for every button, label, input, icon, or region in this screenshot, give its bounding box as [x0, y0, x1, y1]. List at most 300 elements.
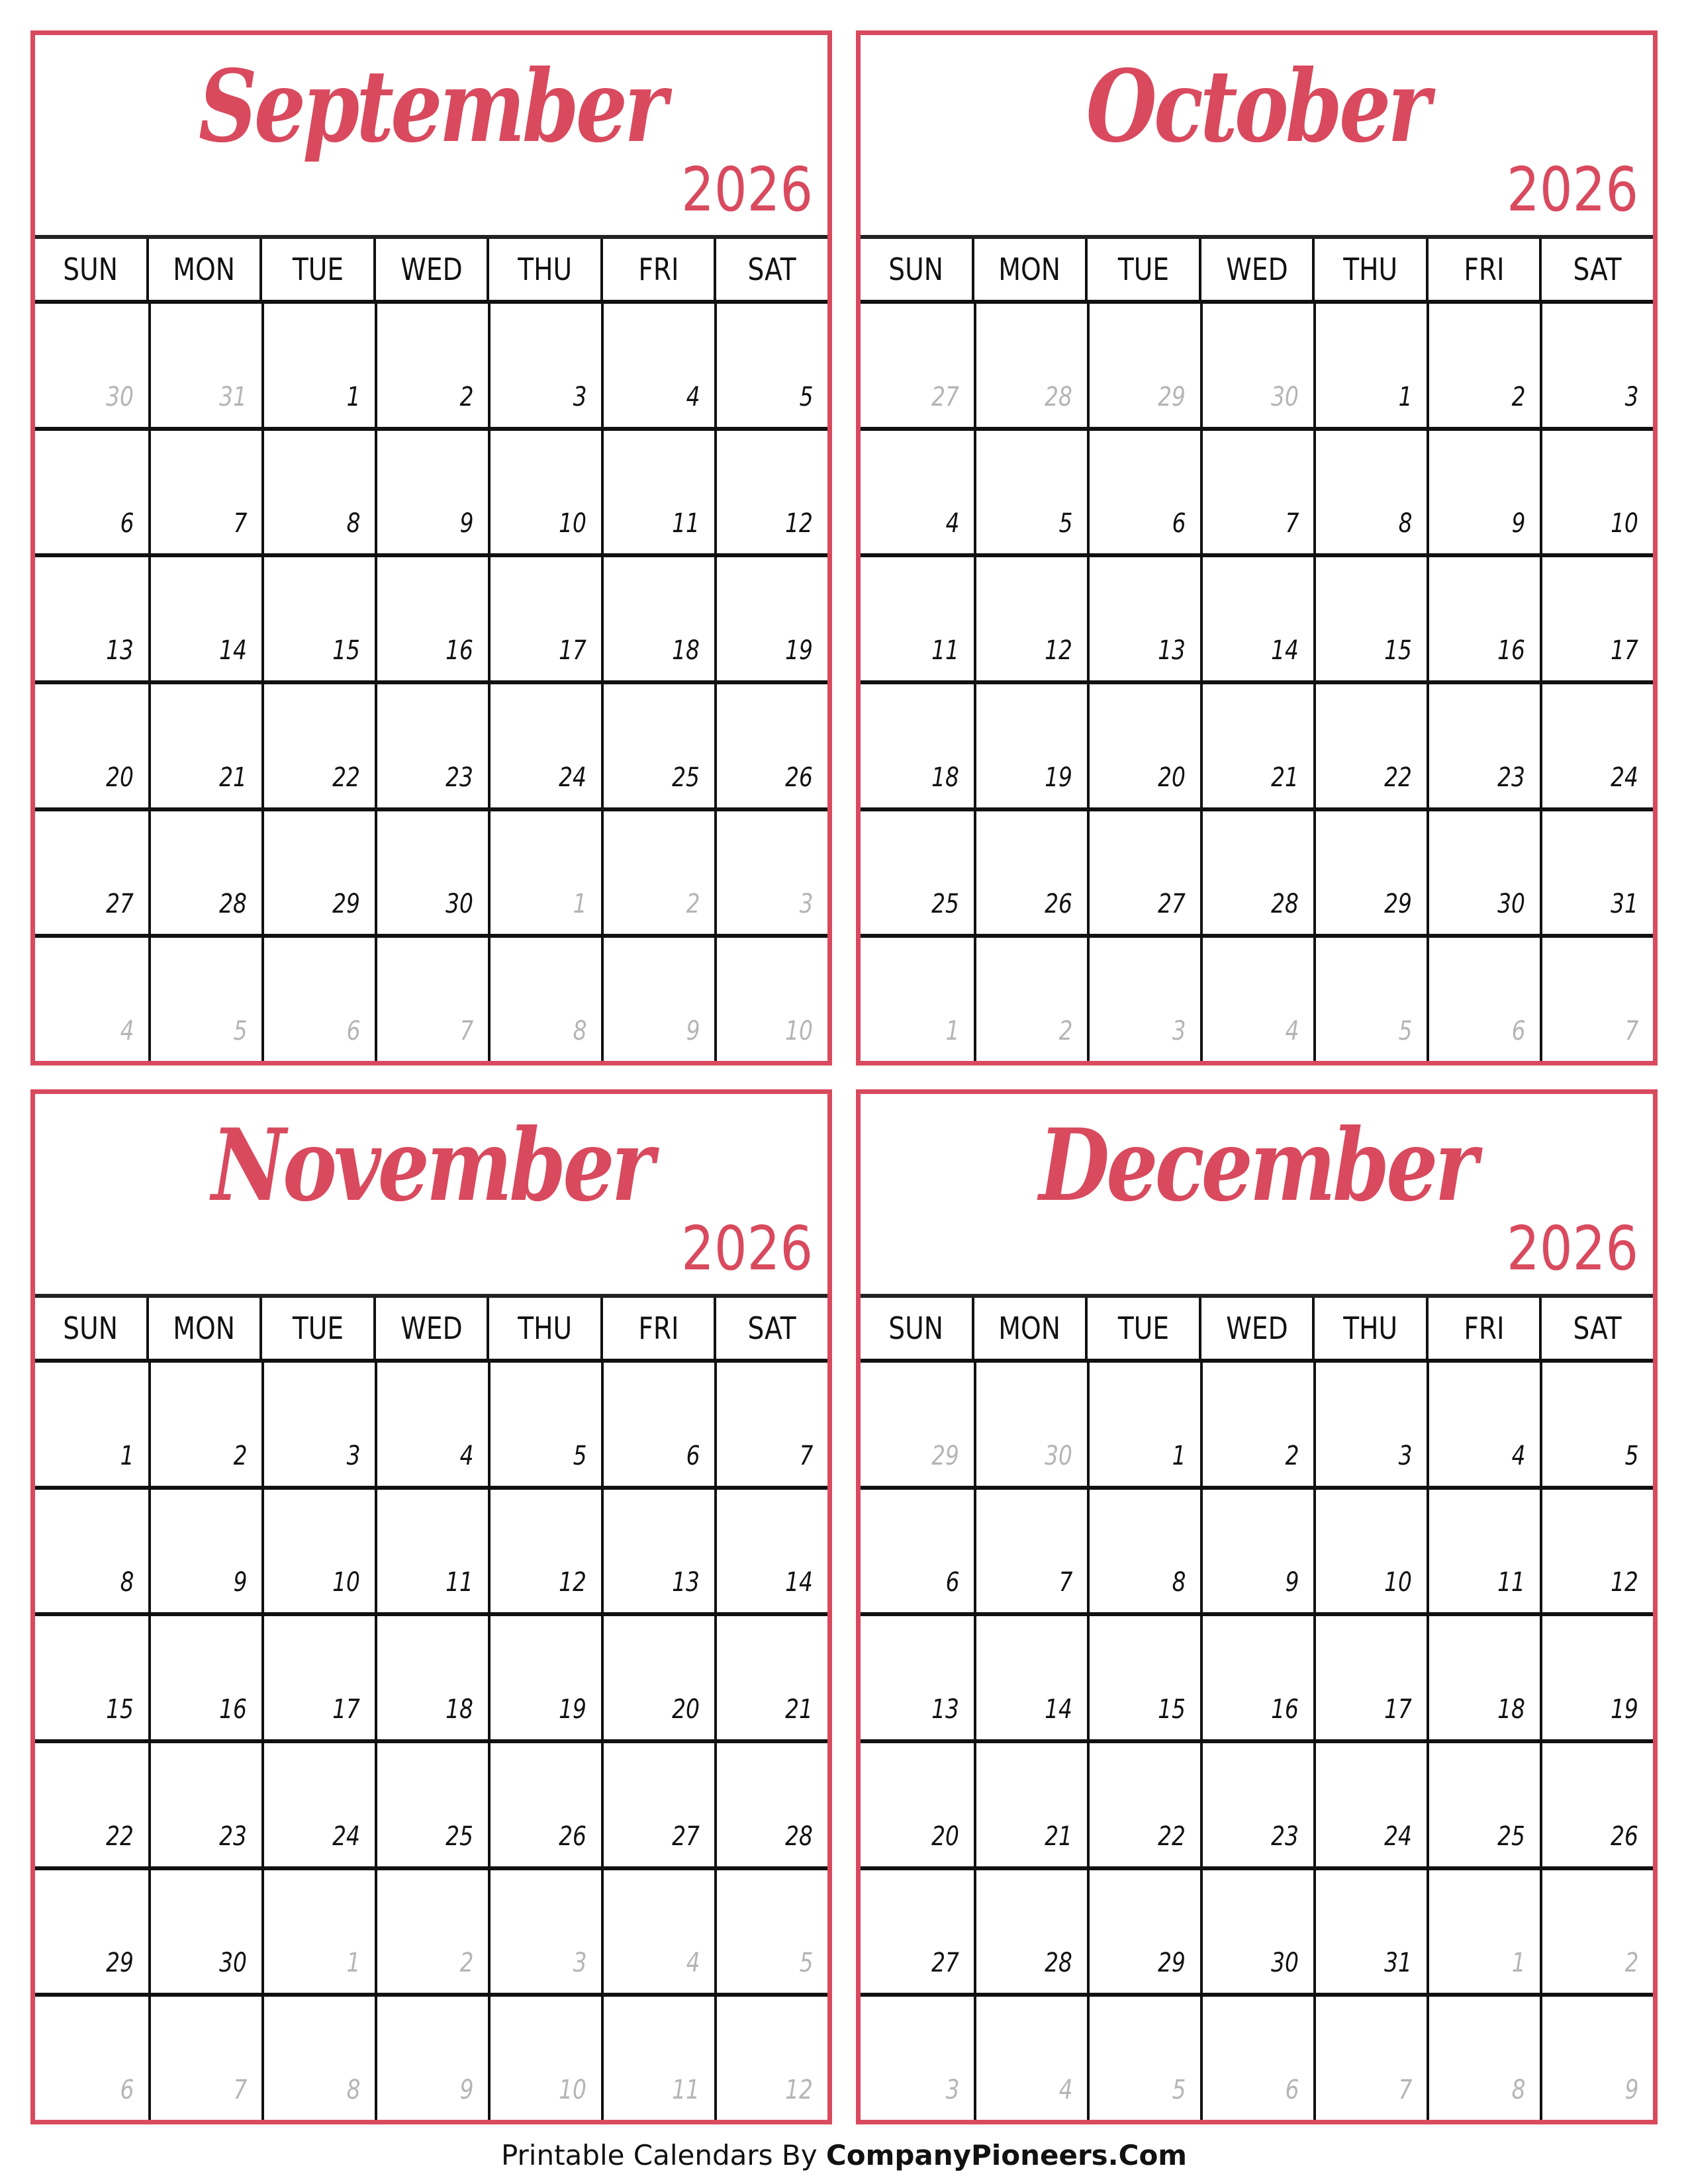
day-cell[interactable] [601, 1993, 714, 2120]
day-number: 2 [233, 1440, 247, 1471]
day-cell[interactable] [1087, 300, 1200, 427]
day-cell[interactable] [1087, 934, 1200, 1061]
day-number: 2 [1624, 1948, 1638, 1979]
day-number: 16 [445, 635, 473, 666]
day-number: 28 [219, 889, 247, 920]
day-number: 10 [785, 1016, 813, 1046]
day-number: 4 [1285, 1016, 1299, 1046]
day-cell[interactable] [714, 1359, 827, 1486]
day-number: 25 [445, 1821, 473, 1852]
weekday-thu: THU [1312, 1298, 1426, 1359]
day-number: 4 [945, 508, 959, 539]
day-number: 27 [672, 1821, 700, 1852]
day-cell[interactable] [375, 300, 488, 427]
day-cell[interactable] [1200, 934, 1313, 1061]
day-cell[interactable] [375, 1486, 488, 1613]
day-cell[interactable] [1087, 680, 1200, 807]
day-cell[interactable] [714, 1612, 827, 1739]
day-number: 6 [1172, 508, 1186, 539]
day-cell[interactable] [974, 300, 1087, 427]
day-cell[interactable] [1313, 300, 1427, 427]
day-cell[interactable] [1200, 1612, 1313, 1739]
day-cell[interactable] [861, 934, 974, 1061]
day-number: 12 [1045, 635, 1072, 666]
day-number: 23 [1271, 1821, 1299, 1852]
day-cell[interactable] [601, 807, 714, 934]
day-number: 6 [120, 508, 134, 539]
day-number: 8 [346, 2075, 360, 2105]
day-number: 6 [1511, 1016, 1525, 1046]
weekday-thu: THU [487, 239, 600, 300]
day-cell[interactable] [375, 1359, 488, 1486]
day-cell[interactable] [488, 1866, 601, 1993]
day-cell[interactable] [974, 1486, 1087, 1613]
day-number: 29 [106, 1948, 134, 1979]
day-number: 7 [1398, 2075, 1412, 2105]
month-panel-september [30, 30, 832, 1066]
day-cell[interactable] [601, 1739, 714, 1866]
day-cell[interactable] [375, 1739, 488, 1866]
day-cell[interactable] [1427, 300, 1540, 427]
day-number: 1 [346, 1948, 360, 1979]
day-number: 18 [1497, 1694, 1525, 1725]
day-cell[interactable] [35, 1866, 148, 1993]
day-number: 8 [1172, 1567, 1186, 1598]
day-cell[interactable] [1087, 1359, 1200, 1486]
day-cell[interactable] [861, 680, 974, 807]
day-number: 8 [1398, 508, 1412, 539]
day-cell[interactable] [714, 1486, 827, 1613]
day-cell[interactable] [35, 807, 148, 934]
day-cell[interactable] [974, 680, 1087, 807]
day-cell[interactable] [1313, 553, 1427, 680]
day-cell[interactable] [861, 1359, 974, 1486]
day-number: 9 [459, 508, 473, 539]
day-cell[interactable] [35, 1612, 148, 1739]
day-cell[interactable] [375, 934, 488, 1061]
day-number: 29 [1384, 889, 1412, 920]
day-number: 16 [1497, 635, 1525, 666]
day-cell[interactable] [974, 1739, 1087, 1866]
day-cell[interactable] [1087, 1866, 1200, 1993]
day-cell[interactable] [861, 1739, 974, 1866]
day-cell[interactable] [1200, 1866, 1313, 1993]
day-cell[interactable] [714, 1866, 827, 1993]
day-number: 19 [1611, 1694, 1638, 1725]
day-number: 25 [931, 889, 959, 920]
day-grid [35, 300, 827, 1061]
day-cell[interactable] [148, 934, 261, 1061]
day-cell[interactable] [261, 1866, 375, 1993]
day-number: 3 [573, 1948, 586, 1979]
day-number: 21 [219, 762, 247, 793]
day-cell[interactable] [261, 807, 375, 934]
day-number: 26 [559, 1821, 586, 1852]
day-cell[interactable] [35, 553, 148, 680]
day-cell[interactable] [714, 807, 827, 934]
day-cell[interactable] [35, 934, 148, 1061]
day-number: 6 [120, 2075, 134, 2105]
day-cell[interactable] [1087, 427, 1200, 554]
day-cell[interactable] [1313, 934, 1427, 1061]
day-cell[interactable] [35, 1486, 148, 1613]
day-cell[interactable] [1313, 680, 1427, 807]
month-panel-december [856, 1089, 1658, 2124]
day-number: 29 [931, 1440, 959, 1471]
day-number: 11 [931, 635, 959, 666]
day-cell[interactable] [1540, 1866, 1653, 1993]
day-cell[interactable] [861, 1866, 974, 1993]
day-cell[interactable] [1313, 1359, 1427, 1486]
day-number: 28 [1045, 1948, 1072, 1979]
day-number: 27 [1158, 889, 1186, 920]
day-cell[interactable] [1313, 807, 1427, 934]
day-number: 26 [785, 762, 813, 793]
day-cell[interactable] [1200, 680, 1313, 807]
day-number: 1 [346, 381, 360, 412]
day-cell[interactable] [488, 553, 601, 680]
day-cell[interactable] [148, 1993, 261, 2120]
day-number: 4 [686, 1948, 700, 1979]
day-number: 17 [559, 635, 586, 666]
day-cell[interactable] [261, 427, 375, 554]
day-number: 11 [672, 2075, 700, 2105]
weekday-fri: FRI [1426, 239, 1540, 300]
day-cell[interactable] [1313, 427, 1427, 554]
weekday-header [35, 1294, 827, 1363]
day-cell[interactable] [1427, 807, 1540, 934]
day-cell[interactable] [1427, 1359, 1540, 1486]
day-cell[interactable] [261, 1739, 375, 1866]
day-cell[interactable] [974, 1359, 1087, 1486]
day-cell[interactable] [1427, 1486, 1540, 1613]
day-number: 22 [106, 1821, 134, 1852]
day-number: 29 [332, 889, 360, 920]
day-number: 7 [799, 1440, 813, 1471]
day-cell[interactable] [1540, 680, 1653, 807]
day-number: 13 [931, 1694, 959, 1725]
day-number: 17 [1611, 635, 1638, 666]
day-number: 20 [672, 1694, 700, 1725]
month-panel-october [856, 30, 1658, 1066]
day-number: 29 [1158, 1948, 1186, 1979]
weekday-wed: WED [1199, 1298, 1313, 1359]
day-number: 23 [1497, 762, 1525, 793]
day-cell[interactable] [861, 427, 974, 554]
day-cell[interactable] [1313, 1739, 1427, 1866]
day-cell[interactable] [375, 807, 488, 934]
weekday-sat: SAT [714, 239, 827, 300]
day-number: 22 [1158, 1821, 1186, 1852]
day-cell[interactable] [148, 1739, 261, 1866]
day-grid [861, 1359, 1653, 2120]
day-cell[interactable] [1200, 807, 1313, 934]
weekday-sun: SUN [888, 1310, 944, 1346]
day-number: 30 [1497, 889, 1525, 920]
day-number: 27 [931, 381, 959, 412]
day-cell[interactable] [148, 1486, 261, 1613]
day-cell[interactable] [261, 1993, 375, 2120]
day-number: 4 [1511, 1440, 1525, 1471]
day-cell[interactable] [35, 680, 148, 807]
day-cell[interactable] [601, 1359, 714, 1486]
day-cell[interactable] [1087, 1486, 1200, 1613]
day-cell[interactable] [1540, 1739, 1653, 1866]
day-number: 18 [931, 762, 959, 793]
day-cell[interactable] [1087, 1612, 1200, 1739]
day-cell[interactable] [148, 553, 261, 680]
day-cell[interactable] [1540, 427, 1653, 554]
day-cell[interactable] [861, 1486, 974, 1613]
day-cell[interactable] [601, 1612, 714, 1739]
day-number: 8 [120, 1567, 134, 1598]
day-number: 3 [1624, 381, 1638, 412]
day-cell[interactable] [974, 1866, 1087, 1993]
day-number: 1 [1398, 381, 1412, 412]
day-cell[interactable] [1540, 1359, 1653, 1486]
day-number: 22 [332, 762, 360, 793]
day-number: 1 [945, 1016, 959, 1046]
day-number: 30 [219, 1948, 247, 1979]
day-cell[interactable] [861, 1612, 974, 1739]
day-cell[interactable] [375, 1993, 488, 2120]
day-cell[interactable] [1087, 1993, 1200, 2120]
day-number: 12 [785, 2075, 813, 2105]
day-cell[interactable] [261, 1359, 375, 1486]
day-cell[interactable] [488, 1486, 601, 1613]
day-cell[interactable] [148, 1612, 261, 1739]
day-cell[interactable] [714, 553, 827, 680]
day-cell[interactable] [1427, 1739, 1540, 1866]
day-number: 30 [445, 889, 473, 920]
day-cell[interactable] [714, 1993, 827, 2120]
day-cell[interactable] [148, 807, 261, 934]
day-number: 5 [799, 381, 813, 412]
day-cell[interactable] [488, 807, 601, 934]
day-cell[interactable] [974, 553, 1087, 680]
weekday-tue: TUE [259, 239, 373, 300]
day-number: 28 [1271, 889, 1299, 920]
day-cell[interactable] [375, 553, 488, 680]
day-number: 26 [1045, 889, 1072, 920]
day-cell[interactable] [974, 934, 1087, 1061]
day-number: 11 [445, 1567, 473, 1598]
day-number: 29 [1158, 381, 1186, 412]
day-cell[interactable] [714, 934, 827, 1061]
day-cell[interactable] [148, 427, 261, 554]
day-number: 27 [106, 889, 134, 920]
day-cell[interactable] [1200, 1359, 1313, 1486]
day-cell[interactable] [148, 1866, 261, 1993]
month-panel-november [30, 1089, 832, 2124]
footer-credit [0, 2139, 1688, 2171]
day-number: 28 [785, 1821, 813, 1852]
footer-brand-link[interactable]: CompanyPioneers.Com [825, 2139, 1188, 2171]
day-number: 2 [1285, 1440, 1299, 1471]
day-cell[interactable] [148, 300, 261, 427]
day-cell[interactable] [1313, 1993, 1427, 2120]
day-number: 25 [672, 762, 700, 793]
day-number: 9 [459, 2075, 473, 2105]
day-number: 31 [1611, 889, 1638, 920]
day-cell[interactable] [974, 427, 1087, 554]
day-number: 12 [1611, 1567, 1638, 1598]
weekday-sun: SUN [63, 1310, 118, 1346]
day-cell[interactable] [601, 1866, 714, 1993]
day-cell[interactable] [375, 1612, 488, 1739]
day-cell[interactable] [35, 1359, 148, 1486]
day-cell[interactable] [1540, 300, 1653, 427]
day-cell[interactable] [1427, 1993, 1540, 2120]
day-cell[interactable] [1540, 807, 1653, 934]
day-number: 8 [1511, 2075, 1525, 2105]
day-number: 2 [1511, 381, 1525, 412]
day-cell[interactable] [35, 1739, 148, 1866]
weekday-sat: SAT [714, 1298, 827, 1359]
day-cell[interactable] [375, 427, 488, 554]
day-cell[interactable] [1540, 1486, 1653, 1613]
day-cell[interactable] [35, 300, 148, 427]
day-cell[interactable] [375, 1866, 488, 1993]
day-cell[interactable] [1427, 1866, 1540, 1993]
weekday-thu: THU [487, 1298, 600, 1359]
day-cell[interactable] [861, 553, 974, 680]
day-number: 12 [559, 1567, 586, 1598]
day-cell[interactable] [601, 934, 714, 1061]
day-cell[interactable] [1427, 934, 1540, 1061]
day-cell[interactable] [375, 680, 488, 807]
day-cell[interactable] [261, 553, 375, 680]
weekday-tue: TUE [1085, 1298, 1199, 1359]
day-cell[interactable] [488, 1993, 601, 2120]
day-cell[interactable] [714, 300, 827, 427]
day-number: 10 [332, 1567, 360, 1598]
day-cell[interactable] [974, 1612, 1087, 1739]
day-number: 30 [1271, 1948, 1299, 1979]
day-cell[interactable] [1200, 1993, 1313, 2120]
day-cell[interactable] [1427, 1612, 1540, 1739]
day-number: 6 [346, 1016, 360, 1046]
day-cell[interactable] [1313, 1866, 1427, 1993]
day-number: 21 [1045, 1821, 1072, 1852]
day-cell[interactable] [1200, 553, 1313, 680]
day-number: 14 [219, 635, 247, 666]
day-number: 10 [1611, 508, 1638, 539]
day-number: 24 [1384, 1821, 1412, 1852]
day-cell[interactable] [1200, 1739, 1313, 1866]
day-number: 15 [1384, 635, 1412, 666]
day-cell[interactable] [261, 934, 375, 1061]
day-cell[interactable] [261, 1612, 375, 1739]
day-cell[interactable] [1087, 553, 1200, 680]
day-number: 2 [686, 889, 700, 920]
day-cell[interactable] [488, 934, 601, 1061]
day-cell[interactable] [1087, 1739, 1200, 1866]
day-cell[interactable] [488, 1612, 601, 1739]
day-number: 16 [1271, 1694, 1299, 1725]
day-number: 20 [106, 762, 134, 793]
day-cell[interactable] [1200, 300, 1313, 427]
day-cell[interactable] [488, 680, 601, 807]
day-cell[interactable] [261, 680, 375, 807]
day-cell[interactable] [714, 1739, 827, 1866]
day-cell[interactable] [148, 1359, 261, 1486]
weekday-header [861, 235, 1653, 304]
day-number: 15 [332, 635, 360, 666]
day-number: 21 [1271, 762, 1299, 793]
day-cell[interactable] [1200, 1486, 1313, 1613]
day-number: 3 [1172, 1016, 1186, 1046]
day-cell[interactable] [974, 807, 1087, 934]
day-cell[interactable] [601, 680, 714, 807]
day-number: 19 [1045, 762, 1072, 793]
day-number: 4 [1058, 2075, 1072, 2105]
day-cell[interactable] [1540, 934, 1653, 1061]
day-cell[interactable] [261, 1486, 375, 1613]
day-cell[interactable] [601, 553, 714, 680]
day-cell[interactable] [1427, 553, 1540, 680]
day-cell[interactable] [714, 427, 827, 554]
day-cell[interactable] [261, 300, 375, 427]
year-label: 2026 [1506, 154, 1638, 225]
day-cell[interactable] [1540, 1612, 1653, 1739]
day-cell[interactable] [148, 680, 261, 807]
day-cell[interactable] [861, 300, 974, 427]
day-number: 23 [445, 762, 473, 793]
day-number: 3 [799, 889, 813, 920]
day-cell[interactable] [601, 300, 714, 427]
day-number: 3 [1398, 1440, 1412, 1471]
day-cell[interactable] [1200, 427, 1313, 554]
day-cell[interactable] [1540, 553, 1653, 680]
day-cell[interactable] [1313, 1612, 1427, 1739]
day-cell[interactable] [488, 427, 601, 554]
day-cell[interactable] [488, 300, 601, 427]
weekday-mon: MON [146, 1298, 260, 1359]
day-number: 9 [1624, 2075, 1638, 2105]
day-cell[interactable] [974, 1993, 1087, 2120]
day-number: 5 [1398, 1016, 1412, 1046]
day-cell[interactable] [488, 1739, 601, 1866]
day-cell[interactable] [35, 1993, 148, 2120]
day-number: 19 [785, 635, 813, 666]
day-cell[interactable] [861, 807, 974, 934]
year-label: 2026 [1506, 1213, 1638, 1284]
month-title: October [1086, 48, 1428, 165]
day-cell[interactable] [488, 1359, 601, 1486]
day-cell[interactable] [1540, 1993, 1653, 2120]
day-cell[interactable] [1427, 427, 1540, 554]
year-label: 2026 [680, 1213, 813, 1284]
day-number: 7 [1624, 1016, 1638, 1046]
day-number: 19 [559, 1694, 586, 1725]
day-number: 23 [219, 1821, 247, 1852]
day-number: 13 [1158, 635, 1186, 666]
day-cell[interactable] [1087, 807, 1200, 934]
weekday-wed: WED [1199, 239, 1313, 300]
day-cell[interactable] [861, 1993, 974, 2120]
day-cell[interactable] [601, 427, 714, 554]
day-cell[interactable] [1427, 680, 1540, 807]
day-cell[interactable] [601, 1486, 714, 1613]
day-number: 27 [931, 1948, 959, 1979]
day-number: 24 [1611, 762, 1638, 793]
day-number: 8 [573, 1016, 586, 1046]
day-number: 5 [1058, 508, 1072, 539]
day-cell[interactable] [35, 427, 148, 554]
day-cell[interactable] [714, 680, 827, 807]
day-cell[interactable] [1313, 1486, 1427, 1613]
